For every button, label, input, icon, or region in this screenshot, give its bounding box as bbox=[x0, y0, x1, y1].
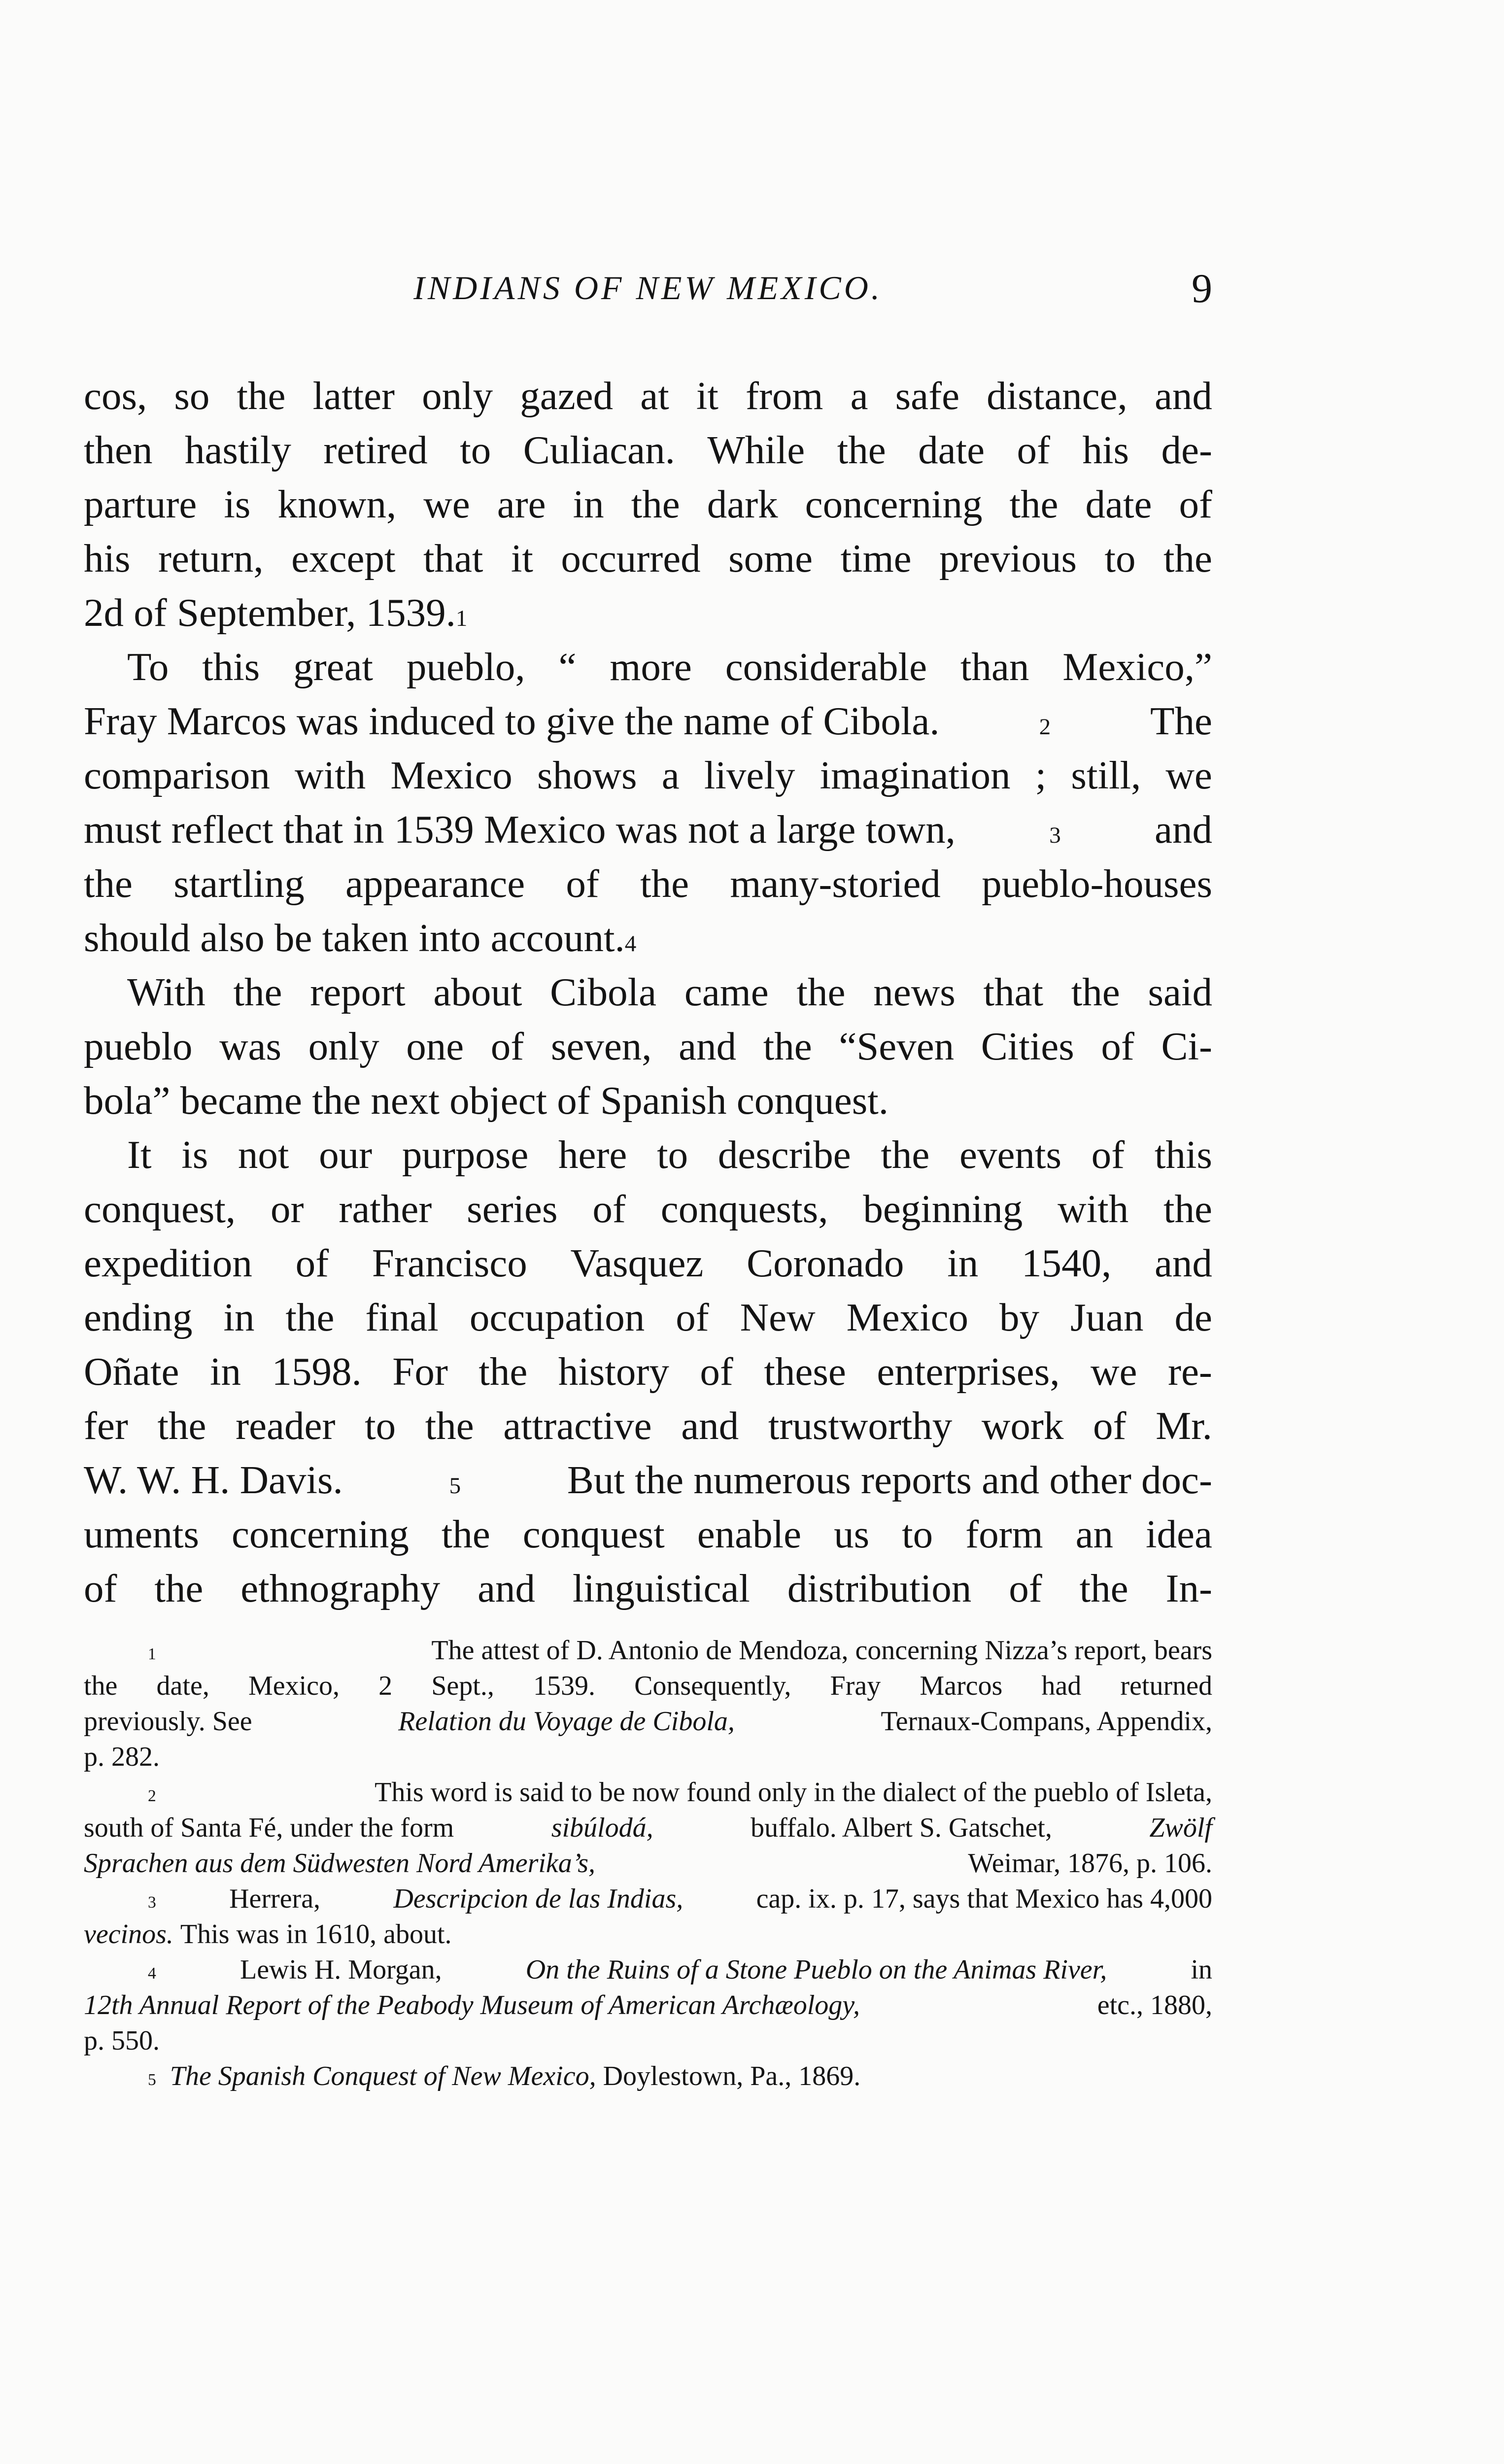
word: the bbox=[425, 1403, 474, 1448]
word: dark bbox=[707, 482, 778, 526]
word: Fray bbox=[830, 1671, 881, 1701]
word: latter bbox=[312, 374, 395, 418]
word: Coronado bbox=[747, 1241, 904, 1285]
word: to bbox=[1104, 536, 1136, 581]
word: to bbox=[460, 428, 491, 472]
word: in bbox=[209, 1349, 241, 1394]
text-segment: Zwölf bbox=[1149, 1813, 1212, 1843]
word: with bbox=[295, 753, 366, 797]
word: here bbox=[558, 1132, 627, 1177]
text-segment: and bbox=[1155, 807, 1212, 852]
footnote-line: 5 The Spanish Conquest of New Mexico, Doylestown, Pa., 1869. bbox=[84, 2058, 1212, 2094]
word: known, bbox=[277, 482, 397, 526]
word: Mexico, bbox=[248, 1671, 340, 1701]
word: of bbox=[1009, 1566, 1042, 1610]
word: enable bbox=[697, 1512, 802, 1556]
word: are bbox=[497, 482, 546, 526]
word: and bbox=[1154, 1241, 1212, 1285]
word: fer bbox=[84, 1403, 128, 1448]
word: and bbox=[478, 1566, 536, 1610]
word: parture bbox=[84, 482, 197, 526]
text-segment: This was in 1610, about. bbox=[180, 1919, 452, 1950]
word: “Seven bbox=[839, 1024, 955, 1068]
text-line bbox=[84, 1399, 1212, 1453]
word: and bbox=[679, 1024, 737, 1068]
text-line bbox=[84, 1290, 1212, 1344]
word: work bbox=[981, 1403, 1064, 1448]
word: of bbox=[700, 1349, 733, 1394]
word: 2 bbox=[378, 1671, 393, 1701]
word: enterprises, bbox=[877, 1349, 1060, 1394]
word: of bbox=[295, 1241, 329, 1285]
word: expedition bbox=[84, 1241, 252, 1285]
word: not bbox=[238, 1132, 289, 1177]
word: then bbox=[84, 428, 153, 472]
word: came bbox=[684, 970, 769, 1014]
word: shows bbox=[537, 753, 637, 797]
word: lively bbox=[704, 753, 795, 797]
word: or bbox=[271, 1187, 304, 1231]
word: describe bbox=[718, 1132, 851, 1177]
word: attractive bbox=[503, 1403, 652, 1448]
word: Mexico bbox=[846, 1295, 969, 1339]
footnote-line: 1 The attest of D. Antonio de Mendoza, concerning Nizza’s report, bears bbox=[84, 1633, 1212, 1668]
word: ethnography bbox=[240, 1566, 441, 1610]
word: the bbox=[479, 1349, 528, 1394]
word: only bbox=[308, 1024, 379, 1068]
text-line bbox=[84, 1561, 1212, 1615]
text-segment: This word is said to be now found only in the dialect of the pueblo of Isleta, bbox=[375, 1777, 1212, 1808]
word: conquests, bbox=[660, 1187, 828, 1231]
word: Mexico,” bbox=[1062, 645, 1212, 689]
word: than bbox=[960, 645, 1029, 689]
word: considerable bbox=[725, 645, 927, 689]
text-segment: The bbox=[1150, 699, 1212, 743]
footnote-line: 4 Lewis H. Morgan, On the Ruins of a Stone Pueblo on the Animas River, in bbox=[84, 1952, 1212, 1987]
word: more bbox=[610, 645, 692, 689]
text-segment: Herrera, bbox=[229, 1883, 321, 1914]
footnote-line bbox=[84, 1846, 1212, 1881]
word: was bbox=[219, 1024, 282, 1068]
word: of bbox=[490, 1024, 524, 1068]
word: so bbox=[174, 374, 210, 418]
word: the bbox=[84, 1671, 118, 1701]
word: had bbox=[1041, 1671, 1082, 1701]
word: Cibola bbox=[550, 970, 657, 1014]
word: many-storied bbox=[730, 861, 941, 906]
word: date, bbox=[156, 1671, 209, 1701]
word: 1598. bbox=[272, 1349, 362, 1394]
text-segment: 12th Annual Report of the Peabody Museum of American Archæology, bbox=[84, 1990, 860, 2020]
word: a bbox=[661, 753, 680, 797]
word: history bbox=[558, 1349, 669, 1394]
text-segment: The Spanish Conquest of New Mexico, bbox=[170, 2061, 596, 2091]
text-segment: sibúlodá, bbox=[551, 1813, 653, 1843]
word: in bbox=[223, 1295, 255, 1339]
text-segment: bola” became the next object of Spanish conquest. bbox=[84, 1078, 889, 1123]
text-line: must reflect that in 1539 Mexico was not a large town, 3 and bbox=[84, 802, 1212, 856]
word: de- bbox=[1161, 428, 1212, 472]
word: the bbox=[441, 1512, 490, 1556]
word: to bbox=[902, 1512, 933, 1556]
text-line bbox=[84, 1507, 1212, 1561]
word: by bbox=[999, 1295, 1040, 1339]
word: concerning bbox=[805, 482, 983, 526]
word: of bbox=[1179, 482, 1212, 526]
text-line: should also be taken into account. 4 bbox=[84, 911, 1212, 965]
text-segment: south of Santa Fé, under the form bbox=[84, 1813, 454, 1843]
word: the bbox=[1163, 1187, 1212, 1231]
text-segment: p. 550. bbox=[84, 2025, 160, 2056]
word: reader bbox=[236, 1403, 336, 1448]
word: this bbox=[202, 645, 260, 689]
word: rather bbox=[339, 1187, 432, 1231]
word: Mr. bbox=[1156, 1403, 1212, 1448]
text-line bbox=[84, 423, 1212, 477]
word: Francisco bbox=[372, 1241, 527, 1285]
word: purpose bbox=[402, 1132, 529, 1177]
word: pueblo-houses bbox=[982, 861, 1212, 906]
word: conquest bbox=[522, 1512, 665, 1556]
word: it bbox=[696, 374, 718, 418]
word: his bbox=[1082, 428, 1129, 472]
word: the bbox=[237, 374, 286, 418]
text-line bbox=[84, 531, 1212, 585]
footnote-line bbox=[84, 1704, 1212, 1739]
word: the bbox=[1009, 482, 1059, 526]
text-line bbox=[84, 1073, 1212, 1128]
text-segment: etc., 1880, bbox=[1097, 1990, 1212, 2020]
word: a bbox=[850, 374, 868, 418]
word: about bbox=[433, 970, 522, 1014]
text-segment: cap. ix. p. 17, says that Mexico has 4,000 bbox=[756, 1883, 1212, 1914]
text-segment: On the Ruins of a Stone Pueblo on the Animas River, bbox=[525, 1954, 1107, 1985]
word: final bbox=[365, 1295, 439, 1339]
word: this bbox=[1154, 1132, 1212, 1177]
word: great bbox=[293, 645, 374, 689]
word: the bbox=[837, 428, 886, 472]
text-segment: Ternaux-Compans, Appendix, bbox=[881, 1706, 1212, 1737]
word: In- bbox=[1165, 1566, 1212, 1610]
word: news bbox=[873, 970, 956, 1014]
word: the bbox=[763, 1024, 812, 1068]
word: previous bbox=[939, 536, 1077, 581]
text-line bbox=[84, 1236, 1212, 1290]
text-segment: W. W. H. Davis. bbox=[84, 1458, 343, 1502]
word: of bbox=[676, 1295, 709, 1339]
word: Ci- bbox=[1161, 1024, 1212, 1068]
word: For bbox=[392, 1349, 448, 1394]
text-segment: vecinos. bbox=[84, 1919, 173, 1950]
text-line bbox=[84, 1182, 1212, 1236]
word: with bbox=[1058, 1187, 1129, 1231]
word: the bbox=[796, 970, 846, 1014]
text-line bbox=[84, 477, 1212, 531]
text-line bbox=[84, 856, 1212, 911]
footnote-line bbox=[84, 1810, 1212, 1846]
word: New bbox=[740, 1295, 816, 1339]
word: we bbox=[423, 482, 470, 526]
word: date bbox=[1085, 482, 1152, 526]
text-line: Fray Marcos was induced to give the name of Cibola. 2 The bbox=[84, 694, 1212, 748]
word: the bbox=[1079, 1566, 1128, 1610]
word: safe bbox=[895, 374, 960, 418]
text-line: 2d of September, 1539. 1 bbox=[84, 585, 1212, 640]
word: one bbox=[406, 1024, 464, 1068]
word: only bbox=[422, 374, 493, 418]
word: hastily bbox=[184, 428, 291, 472]
word: to bbox=[657, 1132, 688, 1177]
word: Cities bbox=[981, 1024, 1074, 1068]
word: appearance bbox=[345, 861, 525, 906]
word: concerning bbox=[231, 1512, 409, 1556]
body-text bbox=[84, 369, 1212, 1615]
word: the bbox=[881, 1132, 930, 1177]
text-line bbox=[84, 965, 1212, 1019]
word: Mexico bbox=[390, 753, 513, 797]
word: comparison bbox=[84, 753, 270, 797]
word: time bbox=[840, 536, 912, 581]
word: is bbox=[224, 482, 251, 526]
word: beginning bbox=[863, 1187, 1023, 1231]
word: Vasquez bbox=[570, 1241, 704, 1285]
word: to bbox=[365, 1403, 396, 1448]
word: return, bbox=[158, 536, 264, 581]
word: and bbox=[681, 1403, 739, 1448]
word: report bbox=[310, 970, 406, 1014]
word: we bbox=[1165, 753, 1212, 797]
text-line bbox=[84, 748, 1212, 802]
word: Marcos bbox=[920, 1671, 1003, 1701]
word: cos, bbox=[84, 374, 147, 418]
word: Oñate bbox=[84, 1349, 179, 1394]
word: in bbox=[573, 482, 604, 526]
word: seven, bbox=[550, 1024, 652, 1068]
page-number: 9 bbox=[1192, 266, 1212, 311]
word: from bbox=[745, 374, 823, 418]
text-line bbox=[84, 369, 1212, 423]
word: that bbox=[423, 536, 483, 581]
word: startling bbox=[173, 861, 305, 906]
footnotes bbox=[84, 1633, 1212, 2094]
text-line bbox=[84, 1019, 1212, 1073]
word: and bbox=[1154, 374, 1212, 418]
text-segment: Relation du Voyage de Cibola, bbox=[398, 1706, 735, 1737]
text-segment: Doylestown, Pa., 1869. bbox=[603, 2061, 861, 2091]
word: idea bbox=[1146, 1512, 1212, 1556]
word: 1539. bbox=[533, 1671, 595, 1701]
text-segment: Descripcion de las Indias, bbox=[393, 1883, 684, 1914]
text-segment: in bbox=[1191, 1954, 1212, 1985]
word: still, bbox=[1071, 753, 1141, 797]
word: at bbox=[640, 374, 669, 418]
word: Sept., bbox=[431, 1671, 494, 1701]
word: the bbox=[640, 861, 689, 906]
text-segment: previously. See bbox=[84, 1706, 252, 1737]
text-segment: buffalo. Albert S. Gatschet, bbox=[751, 1813, 1052, 1843]
word: that bbox=[983, 970, 1043, 1014]
word: the bbox=[84, 861, 133, 906]
footnote-line: 3 Herrera, Descripcion de las Indias, cap. ix. p. 17, says that Mexico has 4,000 bbox=[84, 1881, 1212, 1916]
text-segment: must reflect that in 1539 Mexico was not a large town, bbox=[84, 807, 956, 852]
word: occupation bbox=[469, 1295, 645, 1339]
word: imagination bbox=[820, 753, 1011, 797]
word: the bbox=[154, 1566, 204, 1610]
text-segment: should also be taken into account. bbox=[84, 916, 625, 960]
text-segment: Sprachen aus dem Südwesten Nord Amerika’s, bbox=[84, 1848, 595, 1879]
word: 1540, bbox=[1022, 1241, 1112, 1285]
word: it bbox=[511, 536, 533, 581]
word: de bbox=[1174, 1295, 1212, 1339]
text-segment: Fray Marcos was induced to give the name of Cibola. bbox=[84, 699, 940, 743]
word: returned bbox=[1120, 1671, 1212, 1701]
footnote-line bbox=[84, 2023, 1212, 2058]
word: With bbox=[127, 970, 205, 1014]
word: said bbox=[1148, 970, 1212, 1014]
word: we bbox=[1091, 1349, 1137, 1394]
footnote-line: 2 This word is said to be now found only in the dialect of the pueblo of Isleta, bbox=[84, 1775, 1212, 1810]
word: gazed bbox=[520, 374, 614, 418]
text-segment: Lewis H. Morgan, bbox=[239, 1954, 442, 1985]
word: of bbox=[1093, 1403, 1127, 1448]
word: pueblo bbox=[84, 1024, 193, 1068]
word: date bbox=[918, 428, 985, 472]
word: series bbox=[467, 1187, 558, 1231]
word: uments bbox=[84, 1512, 199, 1556]
word: trustworthy bbox=[768, 1403, 953, 1448]
word: conquest, bbox=[84, 1187, 236, 1231]
word: of bbox=[592, 1187, 626, 1231]
text-segment: p. 282. bbox=[84, 1742, 160, 1772]
text-line bbox=[84, 1344, 1212, 1399]
word: form bbox=[965, 1512, 1043, 1556]
word: While bbox=[707, 428, 805, 472]
word: Culiacan. bbox=[523, 428, 675, 472]
text-line: W. W. H. Davis. 5 But the numerous reports and other doc- bbox=[84, 1453, 1212, 1507]
word: It bbox=[127, 1132, 152, 1177]
word: an bbox=[1075, 1512, 1114, 1556]
word: of bbox=[1017, 428, 1051, 472]
word: in bbox=[947, 1241, 979, 1285]
word: retired bbox=[323, 428, 428, 472]
word: the bbox=[285, 1295, 335, 1339]
word: of bbox=[1091, 1132, 1125, 1177]
word: some bbox=[728, 536, 813, 581]
word: the bbox=[1071, 970, 1120, 1014]
word: the bbox=[631, 482, 680, 526]
word: ; bbox=[1035, 753, 1047, 797]
footnote-line bbox=[84, 1987, 1212, 2023]
word: of bbox=[84, 1566, 117, 1610]
word: the bbox=[157, 1403, 206, 1448]
word: occurred bbox=[561, 536, 701, 581]
word: To bbox=[127, 645, 169, 689]
word: distribution bbox=[787, 1566, 972, 1610]
word: distance, bbox=[987, 374, 1128, 418]
word: of bbox=[566, 861, 599, 906]
word: his bbox=[84, 536, 131, 581]
text-segment: The attest of D. Antonio de Mendoza, concerning Nizza’s report, bears bbox=[431, 1635, 1212, 1666]
word: us bbox=[834, 1512, 870, 1556]
text-line bbox=[84, 640, 1212, 694]
word: ending bbox=[84, 1295, 193, 1339]
word: re- bbox=[1167, 1349, 1212, 1394]
page-header bbox=[84, 266, 1212, 318]
text-line bbox=[84, 1128, 1212, 1182]
word: Juan bbox=[1070, 1295, 1144, 1339]
word: except bbox=[291, 536, 396, 581]
word: these bbox=[764, 1349, 846, 1394]
word: linguistical bbox=[572, 1566, 750, 1610]
text-segment: 2d of September, 1539. bbox=[84, 590, 456, 635]
word: events bbox=[959, 1132, 1061, 1177]
word: our bbox=[319, 1132, 373, 1177]
text-segment: Weimar, 1876, p. 106. bbox=[968, 1848, 1212, 1879]
footnote-line bbox=[84, 1739, 1212, 1775]
word: is bbox=[181, 1132, 208, 1177]
word: “ bbox=[558, 645, 577, 689]
word: pueblo, bbox=[406, 645, 525, 689]
running-title: INDIANS OF NEW MEXICO. bbox=[413, 269, 883, 307]
word: the bbox=[233, 970, 282, 1014]
text-segment: But the numerous reports and other doc- bbox=[567, 1458, 1212, 1502]
footnote-line bbox=[84, 1668, 1212, 1704]
word: of bbox=[1101, 1024, 1134, 1068]
footnote-line bbox=[84, 1916, 1212, 1952]
word: the bbox=[1163, 536, 1212, 581]
word: Consequently, bbox=[634, 1671, 791, 1701]
